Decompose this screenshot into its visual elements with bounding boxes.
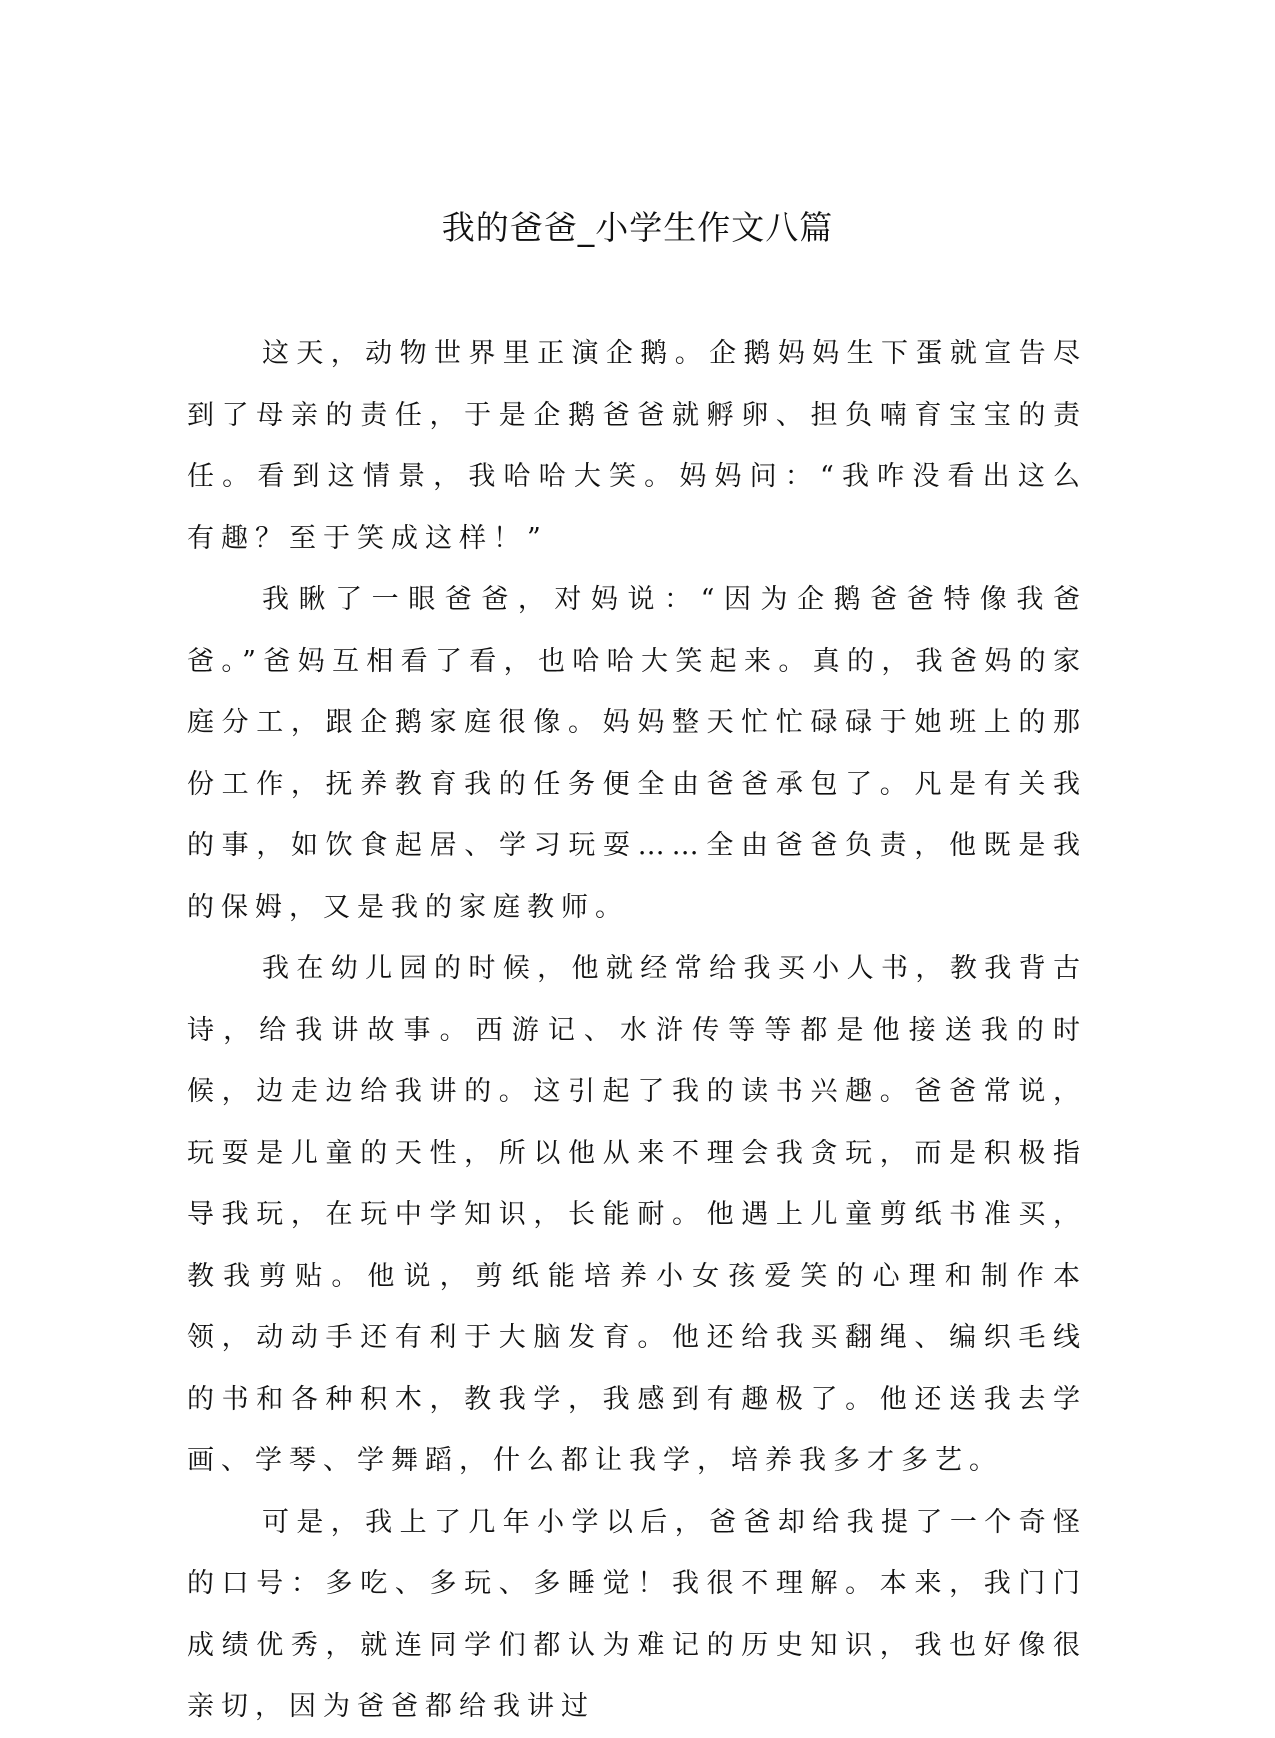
document-body: [187, 323, 1087, 1738]
document-title: 我的爸爸_小学生作文八篇: [441, 208, 834, 247]
paragraph-1: 这天，动物世界里正演企鹅。企鹅妈妈生下蛋就宣告尽到了母亲的责任，于是企鹅爸爸就孵卵、担负喃育宝宝的责任。看到这情景，我哈哈大笑。妈妈问：“我咋没看出这么有趣？至于笑成这样！”: [187, 338, 1087, 554]
paragraph-2: 我瞅了一眼爸爸，对妈说：“因为企鹅爸爸特像我爸爸。”爸妈互相看了看，也哈哈大笑起来。真的，我爸妈的家庭分工，跟企鹅家庭很像。妈妈整天忙忙碌碌于她班上的那份工作，抚养教育我的任务便全由爸爸承包了。凡是有关我的事，如饮食起居、学习玩耍……全由爸爸负责，他既是我的保姆，又是我的家庭教师。: [187, 584, 1087, 923]
paragraph-3: 我在幼儿园的时候，他就经常给我买小人书，教我背古诗，给我讲故事。西游记、水浒传等等都是他接送我的时候，边走边给我讲的。这引起了我的读书兴趣。爸爸常说，玩耍是儿童的天性，所以他从来不理会我贪玩，而是积极指导我玩，在玩中学知识，长能耐。他遇上儿童剪纸书准买，教我剪贴。他说，剪纸能培养小女孩爱笑的心理和制作本领，动动手还有利于大脑发育。他还给我买翻绳、编织毛线的书和各种积木，教我学，我感到有趣极了。他还送我去学画、学琴、学舞蹈，什么都让我学，培养我多才多艺。: [187, 953, 1087, 1476]
paragraph-4: 可是，我上了几年小学以后，爸爸却给我提了一个奇怪的口号：多吃、多玩、多睡觉！我很不理解。本来，我门门成绩优秀，就连同学们都认为难记的历史知识，我也好像很亲切，因为爸爸都给我讲过: [187, 1506, 1087, 1722]
